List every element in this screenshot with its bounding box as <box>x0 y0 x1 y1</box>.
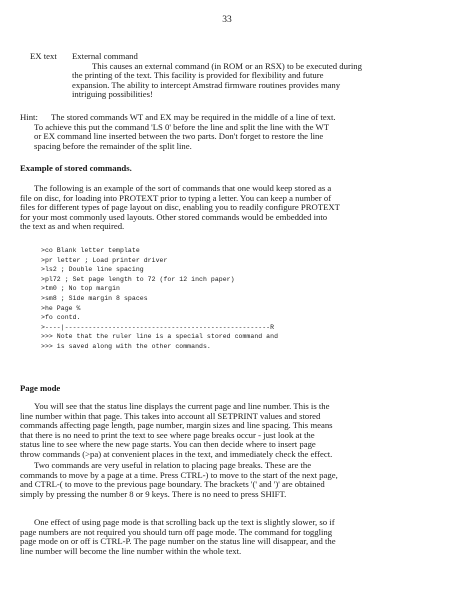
page-mode-heading: Page mode <box>20 383 61 393</box>
code-line-3: >ls2 ; Double line spacing <box>41 266 144 274</box>
ex-text-line-2: the printing of the text. This facility is provided for flexibility and future <box>72 70 324 80</box>
code-line-11: >>> is saved along with the other commands. <box>41 343 211 350</box>
code-line-5: >tm0 ; No top margin <box>41 285 121 293</box>
code-line-1: >co Blank letter template <box>41 247 140 254</box>
example-para-line-2: file on disc, for loading into PROTEXT prior to typing a letter. You can keep a number of <box>20 192 332 203</box>
code-line-6: >sm8 ; Side margin 8 spaces <box>41 295 148 302</box>
example-para-line-1: The following is an example of the sort of commands that one would keep stored as a <box>34 183 332 193</box>
page-mode-p3-line-2: page numbers are not required you should turn off page mode. The command for toggling <box>20 526 333 537</box>
example-heading: Example of stored commands. <box>20 163 132 173</box>
page-mode-p1-line-5: status line to see where the new page starts. You can then decide where to insert page <box>20 439 316 449</box>
page-mode-p3-line-4: line number will become the line number within the whole text. <box>20 545 242 556</box>
page-mode-p2-line-4: simply by pressing the number 8 or 9 keys. There is no need to press SHIFT. <box>20 488 287 499</box>
ex-text-line-1: This causes an external command (in ROM or an RSX) to be executed during <box>92 60 362 71</box>
page-mode-p1-line-3: commands affecting page length, page number, margin sizes and line spacing. This means <box>20 420 333 430</box>
example-para-line-4: for your most commonly used layouts. Other stored commands would be embedded into <box>20 211 328 222</box>
page-mode-p1-line-1: You will see that the status line displays the current page and line number. This is the <box>34 401 330 411</box>
ex-text-line-4: intriguing possibilities! <box>72 89 153 99</box>
ex-text-title: External command <box>72 51 138 61</box>
page-mode-p2-line-2: commands to move by a page at a time. Press CTRL-) to move to the start of the next page, <box>20 469 338 480</box>
page-mode-p1-line-6: throw commands (>pa) at convenient places in the text, and immediately check the effect. <box>20 448 333 459</box>
ex-text-line-3: expansion. The ability to intercept Amstrad firmware routines provides many <box>72 79 341 90</box>
page-mode-p3-line-3: page mode on or off is CTRL-P. The page number on the status line will disappear, and the <box>20 536 336 546</box>
page-mode-p2-line-3: and CTRL-( to move to the previous page boundary. The brackets '(' and ')' are obtained <box>20 479 325 489</box>
hint-line-1: The stored commands WT and EX may be required in the middle of a line of text. <box>51 112 336 122</box>
hint-term: Hint: <box>20 112 38 122</box>
example-para-line-5: the text as and when required. <box>20 221 125 231</box>
page-mode-p1-line-4: that there is no need to print the text to see where page breaks occur - just look at the <box>20 429 315 440</box>
code-ruler-line: >----|----------------------------------------------------R <box>41 323 275 331</box>
hint-line-4: spacing before the remainder of the split line. <box>34 140 192 151</box>
code-line-2: >pr letter ; Load printer driver <box>41 256 168 264</box>
page-mode-p3-line-1: One effect of using page mode is that scrolling back up the text is slightly slower, so if <box>34 517 335 527</box>
code-line-7: >he Page % <box>41 304 81 312</box>
hint-line-3: or EX command line inserted between the two parts. Don't forget to restore the line <box>34 131 324 141</box>
page-number: 33 <box>222 15 232 25</box>
code-line-4: >pl72 ; Set page length to 72 (for 12 inch paper) <box>41 275 235 283</box>
ex-text-term: EX text <box>30 51 57 61</box>
code-line-8: >fo contd. <box>41 314 81 322</box>
example-para-line-3: files for different types of page layout on disc, enabling you to readily configure PROTEXT <box>20 202 340 212</box>
hint-line-2: To achieve this put the command 'LS 0' before the line and split the line with the WT <box>34 121 330 132</box>
code-line-10: >>> Note that the ruler line is a special stored command and <box>41 333 279 341</box>
page-mode-p2-line-1: Two commands are very useful in relation to placing page breaks. These are the <box>34 460 312 470</box>
page-mode-p1-line-2: line number within that page. This takes into account all SETPRINT values and stored <box>20 410 321 421</box>
